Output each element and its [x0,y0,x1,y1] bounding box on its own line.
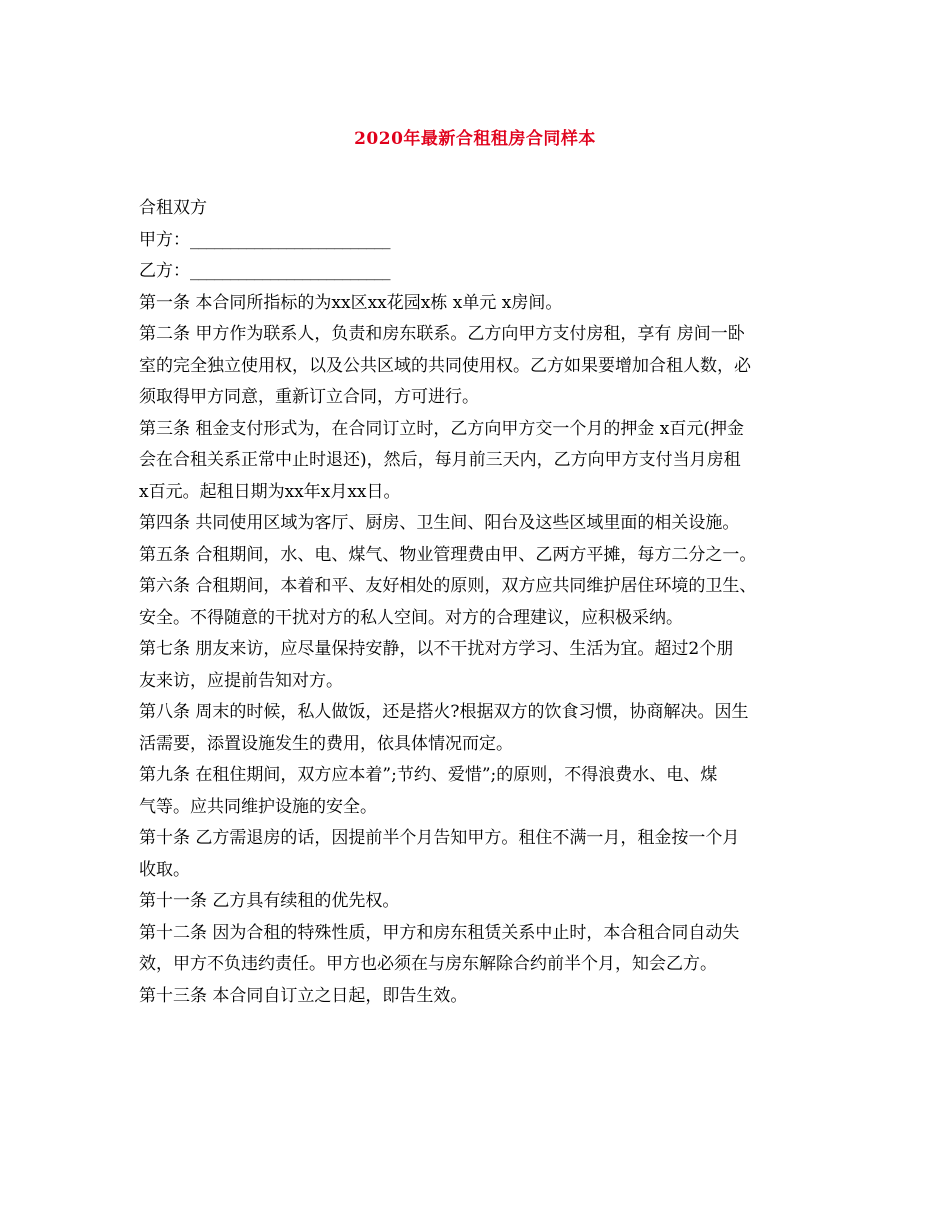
party-a-blank: _________________________ [190,229,390,250]
body-line: 会在合租关系正常中止时退还)，然后，每月前三天内，乙方向甲方支付当月房租 [139,450,741,470]
body-line: 第八条 周末的时候，私人做饭，还是搭火?根据双方的饮食习惯，协商解决。因生 [139,702,749,722]
body-line: 第十二条 因为合租的特殊性质，甲方和房东租赁关系中止时，本合租合同自动失 [139,922,740,943]
party-a-row [139,225,829,257]
body-line: x百元。起租日期为xx年x月xx日。 [139,481,401,502]
body-line: 第四条 共同使用区域为客厅、厨房、卫生间、阳台及这些区域里面的相关设施。 [139,513,740,533]
party-b-row [139,256,829,288]
body-line: 第九条 在租住期间，双方应本着”;节约、爱惜”;的原则，不得浪费水、电、煤 [139,765,718,785]
body-line: 第十条 乙方需退房的话，因提前半个月告知甲方。租住不满一月，租金按一个月 [139,828,740,848]
party-b-blank: _________________________ [190,261,390,281]
body-line: 第十一条 乙方具有续租的优先权。 [139,891,400,911]
document-title: 2020年最新合租租房合同样本 [354,129,596,149]
body-line: 收取。 [139,859,190,880]
body-line: 第二条 甲方作为联系人，负责和房东联系。乙方向甲方支付房租，享有 房间一卧 [139,324,745,344]
body-line: 气等。应共同维护设施的安全。 [139,796,377,817]
body-line: 第五条 合租期间，水、电、煤气、物业管理费由甲、乙两方平摊，每方二分之一。 [139,544,757,565]
parties-heading: 合租双方 [139,198,207,218]
body-line: 安全。不得随意的干扰对方的私人空间。对方的合理建议，应积极采纳。 [139,607,683,628]
body-line: 效，甲方不负违约责任。甲方也必须在与房东解除合约前半个月，知会乙方。 [139,954,717,974]
body-line: 第三条 租金支付形式为，在合同订立时，乙方向甲方交一个月的押金 x百元(押金 [139,418,745,439]
body-line: 室的完全独立使用权，以及公共区域的共同使用权。乙方如果要增加合租人数，必 [139,355,751,376]
body-line: 须取得甲方同意，重新订立合同，方可进行。 [139,387,479,407]
body-line: 第七条 朋友来访，应尽量保持安静，以不干扰对方学习、生活为宜。超过2个朋 [139,639,734,659]
party-a-label: 甲方： [139,229,190,250]
party-b-label: 乙方： [139,261,190,281]
body-line: 第六条 合租期间，本着和平、友好相处的原则，双方应共同维护居住环境的卫生、 [139,576,757,596]
body-line: 活需要，添置设施发生的费用，依具体情况而定。 [139,733,513,754]
body-line: 友来访，应提前告知对方。 [139,670,343,691]
document-body [139,193,829,1012]
body-line: 第十三条 本合同自订立之日起，即告生效。 [139,985,468,1006]
body-line: 第一条 本合同所指标的为xx区xx花园x栋 x单元 x房间。 [139,292,563,313]
